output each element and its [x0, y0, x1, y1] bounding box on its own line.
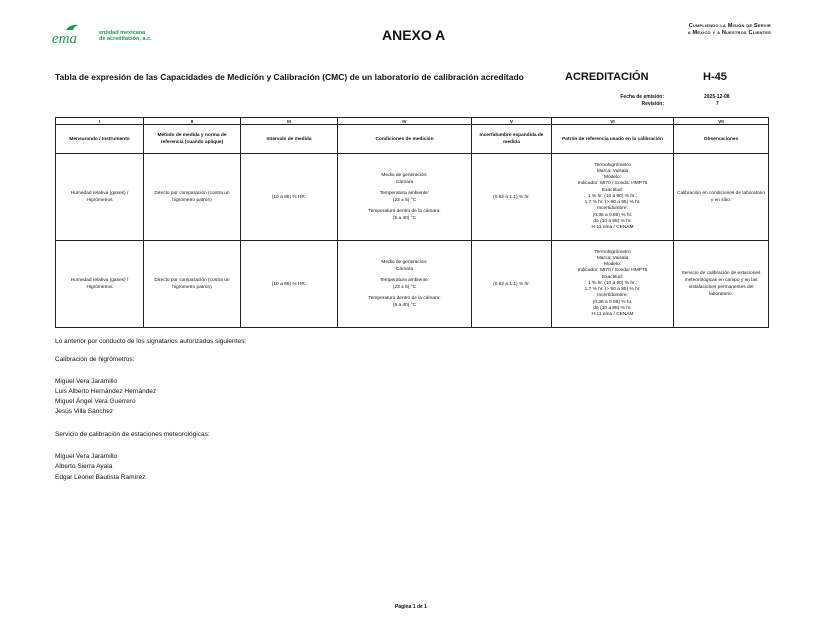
roman-header: VI: [552, 118, 674, 125]
uncertainty-cell: (0.62 a 1.1) % hr.: [472, 241, 552, 328]
method-cell: Directo por comparación (contra un higrómetro patrón): [144, 241, 241, 328]
range-cell: (10 a 95) % HR.: [241, 241, 338, 328]
uncertainty-cell: (0.62 a 1.1) % hr.: [472, 154, 552, 241]
roman-header: IV: [338, 118, 472, 125]
conditions-cell: Medio de generación: Cámara Temperatura ambiente: (23 ± 5) °C Temperatura dentro de la cámara: (5 a 40) °C: [338, 241, 472, 328]
signatory-name: Alberto Sierra Ayala: [55, 463, 113, 470]
signatories-intro: Lo anterior por conducto de los signatarios autorizados siguientes:: [55, 338, 247, 345]
observations-cell: Servicio de calibración de estaciones meteorológicas en campo y en las instalaciones permanentes del laboratorio.: [674, 241, 769, 328]
logo-subtitle: entidad mexicana de acreditación, a.c.: [99, 30, 152, 42]
measurand-cell: Humedad relativa (gases) / Higrómetros: [56, 154, 144, 241]
table-row: [56, 241, 769, 328]
group1-title: Calibración de higrómetros:: [55, 356, 135, 363]
annex-title: ANEXO A: [382, 27, 446, 43]
main-title: Tabla de expresión de las Capacidades de Medición y Calibración (CMC) de un laboratorio de calibración acreditado: [55, 72, 524, 82]
revision: 7: [716, 101, 719, 107]
range-cell: (10 a 95) % HR.: [241, 154, 338, 241]
accreditation-code: H-45: [703, 71, 727, 83]
ema-logo: [52, 24, 92, 44]
reference-cell: Termohigrómetro Marca: Vaisala Modelo: Indicador: MI70 / Sonda: HMP75 Exactitud: 1 % hr. (10 a 90) % hr.; 1.7 % hr. (> 90 a 95) % hr. Incertidumbre: (0.36 a 0.88) % hr. de (10 a 95) % hr. H-11 ema / CENAM: [552, 241, 674, 328]
signatory-name: Miguel Vera Jaramillo: [55, 378, 118, 385]
column-header-row: [56, 125, 769, 154]
column-header: Observaciones: [674, 125, 769, 154]
roman-header-row: [56, 118, 769, 125]
observations-cell: Calibración en condiciones de laboratorio y en sitio.: [674, 154, 769, 241]
page-number: Página 1 de 1: [395, 604, 427, 610]
issue-date-label: Fecha de emisión:: [620, 94, 664, 100]
measurand-cell: Humedad relativa (gases) / Higrómetros: [56, 241, 144, 328]
signatory-name: Luis Alberto Hernández Hernández: [55, 388, 157, 395]
roman-header: I: [56, 118, 144, 125]
table-row: [56, 154, 769, 241]
motto: Cumpliendo la Misión de Servir a México y a Nuestros Clientes: [687, 23, 771, 36]
column-header: Incertidumbre expandida de medida: [472, 125, 552, 154]
accreditation-label: ACREDITACIÓN: [565, 71, 649, 83]
revision-label: Revisión:: [641, 101, 664, 107]
issue-date: 2025-12-08: [704, 94, 730, 100]
reference-cell: Termohigrómetro Marca: Vaisala Modelo: Indicador: MI70 / Sonda: HMP75 Exactitud: 1 % hr. (10 a 90) % hr.; 1.7 % hr. (> 90 a 95) % hr. Incertidumbre: (0.36 a 0.88) % hr. de (10 a 95) % hr. H-11 ema / CENAM: [552, 154, 674, 241]
column-header: Método de medida y norma de referencia (cuando aplique): [144, 125, 241, 154]
signatory-name: Jesús Villa Sánchez: [55, 408, 114, 415]
logo-text: ema: [52, 31, 77, 44]
group2-title: Servicio de calibración de estaciones meteorológicas:: [55, 431, 210, 438]
column-header: Patrón de referencia usado en la calibración: [552, 125, 674, 154]
conditions-cell: Medio de generación: Cámara Temperatura ambiente: (23 ± 5) °C Temperatura dentro de la cámara: (5 a 40) °C: [338, 154, 472, 241]
signatory-name: Miguel Ángel Vera Guerrero: [55, 398, 136, 405]
column-header: Mensurando / Instrumento: [56, 125, 144, 154]
signatory-name: Miguel Vera Jaramillo: [55, 453, 118, 460]
cmc-table: [55, 117, 769, 328]
signatory-name: Edgar Leonel Bautista Ramírez: [55, 474, 146, 481]
roman-header: III: [241, 118, 338, 125]
roman-header: II: [144, 118, 241, 125]
column-header: Intervalo de medida: [241, 125, 338, 154]
roman-header: VII: [674, 118, 769, 125]
roman-header: V: [472, 118, 552, 125]
method-cell: Directo por comparación (contra un higrómetro patrón): [144, 154, 241, 241]
column-header: Condiciones de medición: [338, 125, 472, 154]
